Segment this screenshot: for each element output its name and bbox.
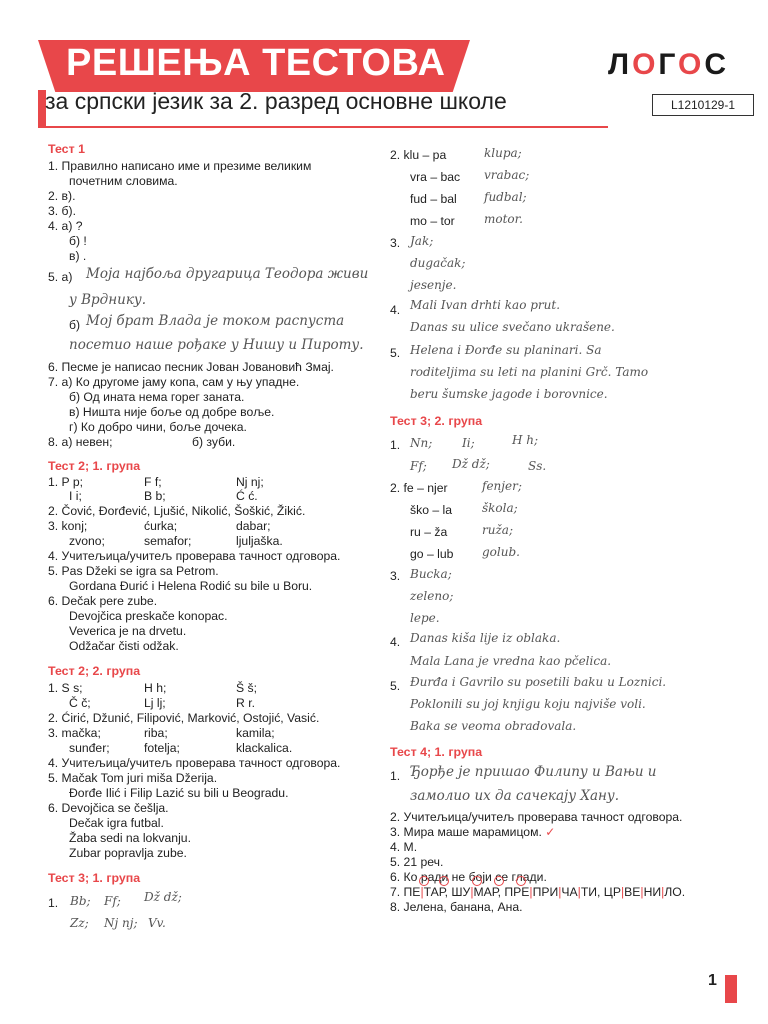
answer-number: 5. [390, 679, 401, 693]
answer-line: в) Ништа није боље од добре воље. [69, 405, 275, 419]
handwritten-answer: посетио наше рођаке у Нишу и Пироту. [69, 337, 364, 353]
handwritten-answer: Mala Lana je vredna kao pčelica. [410, 654, 612, 668]
answer-cell: Š š; [236, 681, 257, 695]
answer-line: 7. ПЕ|ТАР, ШУ|МАР, ПРЕ|ПРИ|ЧА|ТИ, ЦР|ВЕ|НИ|ЛО. [390, 885, 686, 899]
subtitle-underline [38, 126, 608, 128]
answer-number: 1. [390, 769, 401, 783]
handwritten-answer: škola; [482, 501, 518, 515]
answer-line: 6. Dečak pere zube. [48, 594, 158, 608]
handwritten-answer: Ђорђе је пришао Филипу и Вањи и [410, 764, 657, 780]
syllable-separator: | [577, 885, 581, 899]
section-heading: Тест 4; 1. група [390, 745, 483, 759]
answer-line: 4. а) ? [48, 219, 83, 233]
answer-line: go – lub [410, 547, 454, 561]
answer-line: б) ! [69, 234, 87, 248]
handwritten-answer: ruža; [482, 523, 513, 537]
section-heading: Тест 3; 1. група [48, 871, 141, 885]
handwritten-answer: klupa; [484, 146, 522, 160]
handwritten-answer: fudbal; [484, 190, 527, 204]
answer-number: 3. [390, 236, 401, 250]
handwritten-answer: H h; [512, 433, 539, 447]
handwritten-answer: zeleno; [410, 589, 454, 603]
answer-cell: zvono; [69, 534, 105, 548]
answer-cell: H h; [144, 681, 167, 695]
answer-line: 8. Јелена, банана, Ана. [390, 900, 523, 914]
answer-line: fud – bal [410, 192, 457, 206]
answer-cell: fotelja; [144, 741, 180, 755]
handwritten-answer: замолио их да сачекају Хану. [410, 788, 620, 804]
syllable-separator: | [661, 885, 665, 899]
handwritten-answer: Ff; [410, 459, 427, 473]
handwritten-answer: Dž dž; [144, 890, 182, 904]
answer-line: Veverica je na drvetu. [69, 624, 187, 638]
answer-cell: Nj nj; [236, 475, 264, 489]
handwritten-answer: motor. [484, 212, 523, 226]
handwritten-answer: Vv. [148, 916, 166, 930]
logo: ЛОГОС [608, 48, 730, 81]
handwritten-answer: Zz; [70, 916, 89, 930]
answer-line: в) . [69, 249, 87, 263]
answer-cell: ćurka; [144, 519, 178, 533]
answer-line: Žaba sedi na lokvanju. [69, 831, 191, 845]
page-number-accent [725, 975, 737, 1003]
answer-line: 4. Учитељица/учитељ проверава тачност одговора. [48, 549, 341, 563]
handwritten-answer: Ss. [528, 459, 547, 473]
answer-line: 2. Ćirić, Džunić, Filipović, Marković, Ostojić, Vasić. [48, 711, 320, 725]
answer-number: 1. [48, 896, 59, 910]
answer-line: 2. в). [48, 189, 76, 203]
check-mark-icon: ✓ [545, 825, 556, 839]
syllable-separator: | [529, 885, 533, 899]
answer-line: vra – bac [410, 170, 461, 184]
handwritten-answer: roditeljima su leti na planini Grč. Tamo [410, 365, 649, 379]
answer-line: ško – la [410, 503, 453, 517]
answer-line: 2. klu – pa [390, 148, 447, 162]
answer-line: 3. б). [48, 204, 76, 218]
handwritten-answer: Dž dž; [452, 457, 490, 471]
answer-cell: ljuljaška. [236, 534, 283, 548]
product-code: L1210129-1 [652, 94, 754, 116]
handwritten-answer: Baka se veoma obradovala. [410, 719, 577, 733]
syllable-separator: | [640, 885, 644, 899]
answer-number: 1. [390, 438, 401, 452]
answer-line: 2. Čović, Đorđević, Ljušić, Nikolić, Šoškić, Žikić. [48, 504, 306, 518]
answer-cell: 3. konj; [48, 519, 88, 533]
answer-cell: Ć ć. [236, 489, 258, 503]
answer-line: Zubar popravlja zube. [69, 846, 187, 860]
handwritten-answer: fenjer; [482, 479, 522, 493]
answer-line: б) [69, 318, 81, 332]
answer-line: Đorđe Ilić i Filip Lazić su bili u Beogradu. [69, 786, 289, 800]
answer-cell: Č č; [69, 696, 91, 710]
handwritten-answer: jesenje. [410, 278, 457, 292]
answer-line: Gordana Đurić i Helena Rodić su bile u Boru. [69, 579, 313, 593]
answer-line: Devojčica preskače konopac. [69, 609, 228, 623]
answer-cell: I i; [69, 489, 82, 503]
answer-line: 2. fe – njer [390, 481, 448, 495]
answer-cell: 3. mačka; [48, 726, 101, 740]
handwritten-answer: Ff; [104, 894, 121, 908]
answer-number: 4. [390, 303, 401, 317]
answer-line: 5. Mačak Tom juri miša Džerija. [48, 771, 218, 785]
answer-line: г) Ко добро чини, боље дочека. [69, 420, 247, 434]
answer-line: почетним словима. [69, 174, 178, 188]
answer-number: 4. [390, 635, 401, 649]
answer-line: 5. Pas Džeki se igra sa Petrom. [48, 564, 219, 578]
answer-line: 2. Учитељица/учитељ проверава тачност одговора. [390, 810, 683, 824]
answer-cell: Lj lj; [144, 696, 166, 710]
section-heading: Тест 1 [48, 142, 85, 156]
page-subtitle: за српски језик за 2. разред основне школе [45, 88, 507, 114]
handwritten-answer: Danas su ulice svečano ukrašene. [410, 320, 615, 334]
handwritten-answer: Bucka; [410, 567, 452, 581]
syllable-separator: | [420, 885, 424, 899]
answer-line: 7. а) Ко другоме јаму копа, сам у њу упадне. [48, 375, 300, 389]
handwritten-answer: beru šumske jagode i borovnice. [410, 387, 608, 401]
answer-line: 5. а) [48, 270, 73, 284]
handwritten-answer: Моја најбоља другарица Теодора живи [86, 266, 369, 282]
section-heading: Тест 3; 2. група [390, 414, 483, 428]
answer-cell: F f; [144, 475, 162, 489]
syllable-separator: | [470, 885, 474, 899]
answer-line: 3. Мира маше марамицом. ✓ [390, 825, 556, 839]
page-number: 1 [708, 972, 717, 989]
handwritten-answer: Nj nj; [104, 916, 138, 930]
handwritten-answer: golub. [482, 545, 520, 559]
answer-line: 4. Учитељица/учитељ проверава тачност одговора. [48, 756, 341, 770]
answer-cell: 1. S s; [48, 681, 83, 695]
answer-line: б) зуби. [192, 435, 236, 449]
handwritten-answer: lepe. [410, 611, 440, 625]
answer-number: 5. [390, 346, 401, 360]
handwritten-answer: dugačak; [410, 256, 466, 270]
answer-line: Odžačar čisti odžak. [69, 639, 179, 653]
handwritten-answer: Bb; [70, 894, 91, 908]
handwritten-answer: Mali Ivan drhti kao prut. [410, 298, 561, 312]
handwritten-answer: Ii; [462, 436, 475, 450]
answer-line: Dečak igra futbal. [69, 816, 164, 830]
section-heading: Тест 2; 1. група [48, 459, 141, 473]
answer-line: ru – ža [410, 525, 448, 539]
handwritten-answer: Đurđa i Gavrilo su posetili baku u Loznici. [410, 675, 667, 689]
answer-cell: klackalica. [236, 741, 293, 755]
answer-line: 6. Devojčica se češlja. [48, 801, 169, 815]
handwritten-answer: у Врднику. [69, 292, 147, 308]
handwritten-answer: Helena i Đorđe su planinari. Sa [410, 343, 602, 357]
answer-line: 4. М. [390, 840, 418, 854]
answer-line: 5. 21 реч. [390, 855, 444, 869]
syllable-separator: | [620, 885, 625, 899]
answer-cell: sunđer; [69, 741, 110, 755]
handwritten-answer: Jak; [410, 234, 434, 248]
handwritten-answer: Мој брат Влада је током распуста [86, 313, 345, 329]
answer-cell: B b; [144, 489, 166, 503]
answer-cell: semafor; [144, 534, 192, 548]
answer-cell: riba; [144, 726, 168, 740]
answer-cell: kamila; [236, 726, 275, 740]
answer-line: mo – tor [410, 214, 455, 228]
answer-cell: R r. [236, 696, 255, 710]
handwritten-answer: vrabac; [484, 168, 530, 182]
syllable-separator: | [558, 885, 562, 899]
answer-cell: 1. P p; [48, 475, 84, 489]
answer-line: б) Од ината нема горег заната. [69, 390, 245, 404]
answer-line: 6. Ко ради не боји се глади. [390, 870, 547, 884]
section-heading: Тест 2; 2. група [48, 664, 141, 678]
answer-cell: dabar; [236, 519, 271, 533]
answer-line: 6. Песме је написао песник Јован Јовановић Змај. [48, 360, 334, 374]
page-title: РЕШЕЊА ТЕСТОВА [66, 42, 446, 84]
answer-line: 8. а) невен; [48, 435, 113, 449]
answer-number: 3. [390, 569, 401, 583]
answer-line: 1. Правилно написано име и презиме великим [48, 159, 312, 173]
handwritten-answer: Poklonili su joj knjigu koju najviše voli. [410, 697, 646, 711]
handwritten-answer: Nn; [410, 436, 433, 450]
handwritten-answer: Danas kiša lije iz oblaka. [410, 631, 561, 645]
